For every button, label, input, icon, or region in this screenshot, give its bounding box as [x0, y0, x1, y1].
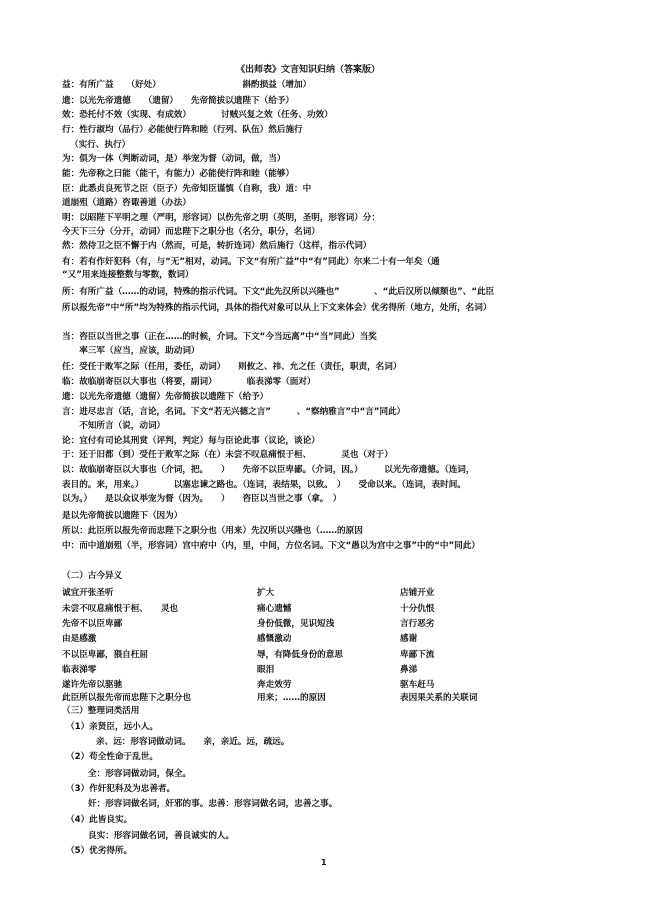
- glossary-line: 表目的。来，用来。） 以塞忠谏之路也。（连词，表结果，以致。 ） 受命以来。（连词，表时间。: [62, 480, 466, 490]
- glossary-line: 臣：此悉贞良死节之臣（臣子）先帝知臣谨慎（自称，我）道：中: [62, 184, 312, 194]
- table-cell: 卑鄙下流: [400, 650, 435, 660]
- glossary-line: 益：有所广益 （好处） 斟酌损益（增加）: [62, 80, 312, 90]
- section-heading: （二）古今异义: [62, 571, 123, 581]
- table-cell: 由是感激: [62, 634, 97, 644]
- glossary-line: 效：恐托付不效（实现、有成效） 讨贼兴复之效（任务、功效）: [62, 110, 333, 120]
- table-cell: 未尝不叹息痛恨于桓、 灵也: [62, 604, 179, 614]
- usage-line: 良实：形容词做名词，善良诚实的人。: [88, 831, 235, 841]
- table-cell: 痛心遗憾: [257, 604, 292, 614]
- table-cell: 遂许先帝以驱驰: [62, 680, 123, 690]
- table-cell: 店铺开业: [400, 588, 435, 598]
- table-cell: 不以臣卑鄙，猥自枉屈: [62, 650, 148, 660]
- table-cell: 诚宜开张圣听: [62, 588, 114, 598]
- table-cell: 身份低微，见识短浅: [257, 619, 335, 629]
- table-cell: 十分仇恨: [400, 604, 435, 614]
- usage-line: 全：形容词做动词，保全。: [88, 769, 192, 779]
- table-cell: 先帝不以臣卑鄙: [62, 619, 123, 629]
- table-cell: 临表涕零: [62, 665, 97, 675]
- glossary-line: “又”用来连接整数与零数，数词）: [62, 270, 194, 280]
- glossary-line: 遗：以光先帝遗德 （遗留） 先帝简拔以遗陛下（给予）: [62, 96, 295, 106]
- section-heading: （三）整理词类活用: [62, 706, 140, 716]
- glossary-line: 是以先帝简拔以遗陛下（因为）: [62, 511, 183, 521]
- glossary-line: 明：以昭陛下平明之理（严明，形容词）以伤先帝之明（英明，圣明，形容词）分：: [62, 213, 380, 223]
- table-cell: 表因果关系的关联词: [400, 693, 478, 703]
- usage-line: （3）作奸犯科及为忠善者。: [66, 784, 176, 794]
- table-cell: 驱车赶马: [400, 680, 435, 690]
- glossary-line: 道崩殂（道路）咨诹善道（办法）: [62, 198, 191, 208]
- glossary-line: 遗：以光先帝遗德（遗留）先帝简拔以遗陛下（给予）: [62, 392, 269, 402]
- page-title: 《出师表》文言知识归纳（答案版）: [236, 65, 381, 75]
- glossary-line: 为：俱为一体（判断动词，是）举宠为督（动词，做，当）: [62, 154, 286, 164]
- usage-line: （1）亲贤臣，远小人。: [66, 722, 158, 732]
- glossary-line: 论：宜付有司论其刑赏（评判，判定）每与臣论此事（议论，谈论）: [62, 436, 320, 446]
- glossary-line: 任：受任于败军之际（任用，委任，动词） 则攸之、祎、允之任（责任，职责，名词）: [62, 362, 402, 372]
- table-cell: 此臣所以报先帝而忠陛下之职分也: [62, 693, 191, 703]
- table-cell: 眼泪: [257, 665, 275, 675]
- table-cell: 感慨激动: [257, 634, 292, 644]
- glossary-line: 率三军（应当，应该，助动词）: [62, 346, 200, 356]
- usage-line: 亲、远：形容词做动词。 亲，亲近。远，疏远。: [96, 737, 290, 747]
- table-cell: 言行恶劣: [400, 619, 435, 629]
- glossary-line: 然：然侍卫之臣不懈于内（然而，可是，转折连词）然后施行（这样，指示代词）: [62, 241, 372, 251]
- table-cell: 感谢: [400, 634, 418, 644]
- glossary-line: 所：有所广益（……的动词，特殊的指示代词。下文“此先汉所以兴隆也” 、“此后汉所以倾颓也”、“此臣: [62, 287, 495, 297]
- page-number: 1: [321, 858, 327, 867]
- glossary-line: 行：性行淑均（品行）必能使行阵和睦（行列、队伍）然后施行: [62, 125, 303, 135]
- glossary-line: 临：故临崩寄臣以大事也（将要，副词） 临表涕零（面对）: [62, 377, 316, 387]
- usage-line: （4）此皆良实。: [66, 815, 133, 825]
- glossary-line: 所以报先帝”中“所”均为特殊的指示代词，具体的指代对象可以从上下文来体会）优劣得所（地方，处所，名词）: [62, 303, 492, 313]
- usage-line: 奸：形容词做名词，奸邪的事。忠善：形容词做名词，忠善之事。: [88, 799, 338, 809]
- table-cell: 辱，有降低身份的意思: [257, 650, 343, 660]
- glossary-line: 言：进尽忠言（话，言论，名词。下文“若无兴德之言” 、“察纳雅言”中“言”同此）: [62, 407, 406, 417]
- glossary-line: 所以：此臣所以报先帝而忠陛下之职分也（用来）先汉所以兴隆也（……的原因: [62, 526, 363, 536]
- glossary-line: 以：故临崩寄臣以大事也（介词，把。 ） 先帝不以臣卑鄙。（介词，因。） 以光先帝遗德。（连词，: [62, 465, 475, 475]
- glossary-line: 于：还于旧都（到）受任于败军之际（在）未尝不叹息痛恨于桓、 灵也（对于）: [62, 450, 393, 460]
- table-cell: 用来；……的原因: [257, 693, 326, 703]
- glossary-line: 有：若有作奸犯科（有，与“无”相对，动词。下文“有所广益”中“有”同此）尔来二十有一年矣（通: [62, 257, 440, 267]
- table-cell: 奔走效劳: [257, 680, 292, 690]
- glossary-line: 中：而中道崩殂（半，形容词）宫中府中（内，里，中间，方位名词。下文“愚以为宫中之事”中的“中”同此）: [62, 541, 480, 551]
- glossary-line: 不知所言（说，动词）: [62, 421, 166, 431]
- glossary-line: （实行、执行）: [70, 140, 131, 150]
- usage-line: （5）优劣得所。: [66, 846, 133, 856]
- glossary-line: 以为。） 是以众议举宠为督（因为。 ） 咨臣以当世之事（拿。 ）: [62, 494, 342, 504]
- glossary-line: 能：先帝称之曰能（能干，有能力）必能使行阵和睦（能够）: [62, 169, 295, 179]
- table-cell: 扩大: [257, 588, 275, 598]
- table-cell: 鼻涕: [400, 665, 418, 675]
- glossary-line: 当：咨臣以当世之事（正在……的时候，介词。下文“今当远离”中“当”同此）当奖: [62, 332, 377, 342]
- glossary-line: 今天下三分（分开，动词）而忠陛下之职分也（名分，职分，名词）: [62, 227, 320, 237]
- usage-line: （2）苟全性命于乱世。: [66, 752, 158, 762]
